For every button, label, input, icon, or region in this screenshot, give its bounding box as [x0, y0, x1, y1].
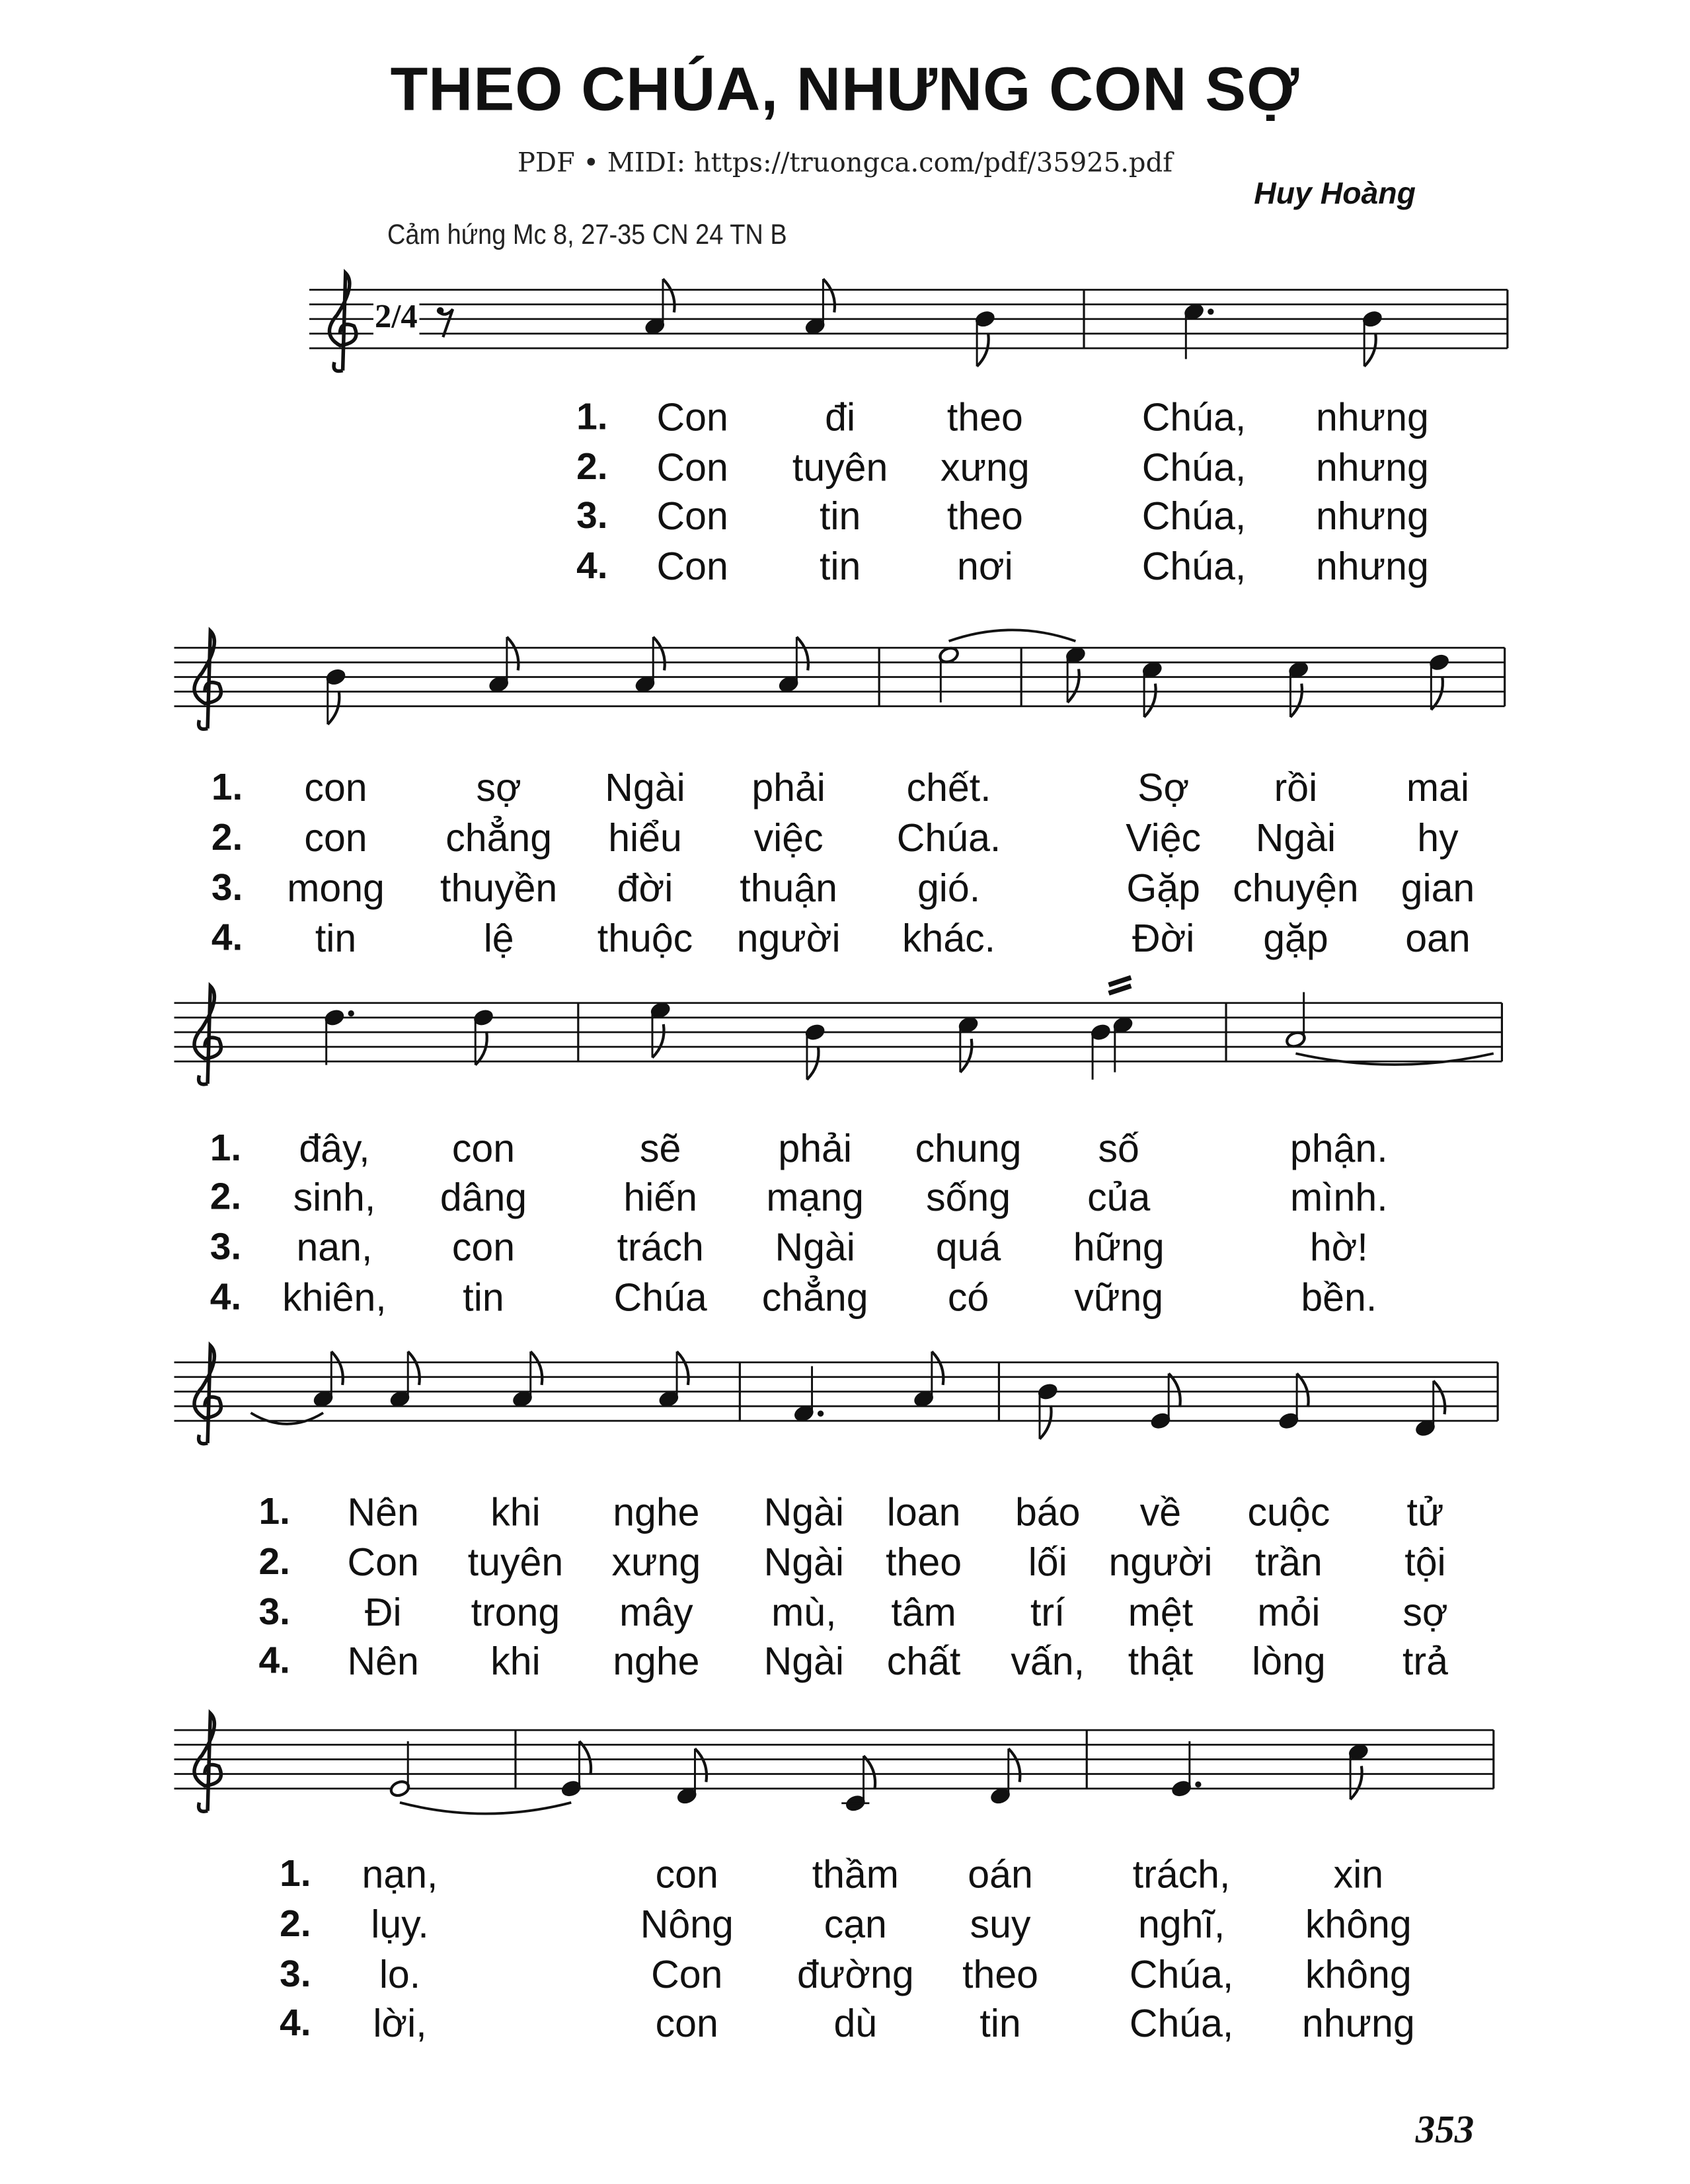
eighth-note	[1287, 660, 1309, 717]
lyric-syllable: xưng	[941, 445, 1030, 489]
lyric-syllable: tin	[315, 917, 357, 960]
lyric-syllable: khi	[490, 1490, 541, 1534]
lyric-syllable: không	[1305, 1953, 1412, 1996]
staff-system-5	[0, 1661, 1690, 1883]
eighth-note	[676, 1749, 707, 1805]
lyric-syllable: con	[655, 1852, 718, 1896]
tie	[400, 1803, 571, 1814]
lyric-syllable: theo	[946, 494, 1023, 538]
verse-number: 1.	[258, 1490, 291, 1532]
lyric-syllable: chuyện	[1233, 866, 1359, 910]
lyric-syllable: hờ!	[1309, 1226, 1368, 1269]
verse-number: 3.	[210, 1226, 242, 1268]
verse-number: 2.	[280, 1902, 311, 1945]
lyric-syllable: lời,	[373, 2002, 427, 2045]
lyric-syllable: lối	[1028, 1540, 1067, 1584]
lyric-syllable: việc	[753, 816, 824, 860]
lyric-syllable: Đời	[1132, 917, 1195, 960]
treble-clef-icon	[194, 1345, 221, 1443]
lyric-syllable: trần	[1255, 1540, 1323, 1584]
lyric-syllable: gian	[1401, 866, 1475, 910]
dotted-quarter-note	[1183, 303, 1213, 359]
eighth-note	[313, 1351, 343, 1408]
lyric-syllable: dâng	[440, 1176, 527, 1219]
treble-clef-icon	[194, 986, 221, 1084]
lyric-syllable: oan	[1405, 917, 1471, 960]
lyric-syllable: thuộc	[597, 917, 693, 960]
eighth-note	[1428, 653, 1450, 710]
lyric-syllable: thật	[1128, 1639, 1194, 1683]
lyric-syllable: sợ	[476, 766, 521, 810]
eighth-rest-icon	[437, 307, 453, 337]
lyric-syllable: tin	[819, 545, 861, 588]
lyric-syllable: xin	[1333, 1852, 1384, 1896]
lyric-syllable: nơi	[957, 545, 1013, 588]
eighth-note	[488, 637, 518, 694]
eighth-note	[1141, 660, 1163, 717]
verse-number: 4.	[576, 545, 608, 587]
lyric-syllable: Việc	[1126, 816, 1202, 860]
source-link[interactable]: PDF • MIDI: https://truongca.com/pdf/35925.pdf	[517, 147, 1173, 178]
eighth-note	[1037, 1382, 1059, 1439]
lyric-syllable: mạng	[766, 1176, 864, 1219]
verse-number: 4.	[211, 917, 243, 959]
lyric-syllable: Chúa,	[1129, 1953, 1234, 1996]
page-number: 353	[1415, 2109, 1475, 2152]
verse-number: 1.	[211, 766, 243, 808]
lyric-syllable: Chúa.	[896, 816, 1001, 860]
lyric-syllable: báo	[1015, 1490, 1081, 1534]
lyric-syllable: Ngài	[605, 766, 685, 810]
lyric-syllable: sinh,	[293, 1176, 376, 1219]
lyric-syllable: theo	[962, 1953, 1038, 1996]
eighth-note	[841, 1756, 875, 1813]
lyric-syllable: nhưng	[1315, 545, 1429, 588]
lyric-syllable: Ngài	[1255, 816, 1336, 860]
lyric-syllable: nạn,	[362, 1852, 438, 1896]
lyric-syllable: chẳng	[761, 1275, 868, 1320]
verse-number: 4.	[280, 2002, 311, 2044]
verse-number: 3.	[576, 494, 608, 537]
eighth-note	[389, 1351, 420, 1408]
lyric-syllable: mai	[1406, 766, 1470, 810]
verse-number: 1.	[210, 1127, 242, 1169]
lyric-syllable: tội	[1404, 1540, 1446, 1584]
treble-clef-icon	[194, 1713, 221, 1811]
lyric-syllable: đời	[617, 866, 673, 910]
lyric-syllable: Con	[656, 545, 728, 588]
eighth-note	[644, 279, 674, 336]
song-title: THEO CHÚA, NHƯNG CON SỢ	[390, 56, 1300, 124]
verse-number: 4.	[210, 1275, 242, 1318]
lyric-syllable: mây	[619, 1591, 693, 1634]
half-note	[938, 646, 960, 702]
lyric-syllable: thầm	[812, 1852, 899, 1896]
dotted-quarter-note	[793, 1366, 824, 1423]
sixteenth-note	[1090, 1023, 1112, 1080]
lyric-syllable: tuyên	[792, 445, 888, 489]
lyric-syllable: Con	[656, 395, 728, 439]
lyric-syllable: khi	[490, 1639, 541, 1683]
lyric-syllable: tuyên	[467, 1540, 564, 1584]
lyric-syllable: Sợ	[1137, 766, 1190, 810]
lyric-syllable: khác.	[902, 917, 996, 960]
time-signature: 2/4	[373, 298, 419, 337]
lyric-syllable: lòng	[1252, 1639, 1326, 1683]
lyric-syllable: vững	[1074, 1275, 1164, 1320]
lyric-syllable: hy	[1417, 816, 1459, 860]
verse-number: 2.	[576, 445, 608, 488]
sixteenth-note	[1112, 1016, 1134, 1073]
verse-number: 2.	[210, 1176, 242, 1218]
lyric-syllable: nhưng	[1315, 395, 1429, 439]
eighth-note	[778, 637, 808, 694]
eighth-note	[989, 1749, 1020, 1805]
lyric-syllable: Con	[656, 494, 728, 538]
treble-clef-icon	[329, 273, 356, 371]
lyric-syllable: Chúa,	[1129, 2002, 1234, 2045]
lyric-syllable: con	[304, 766, 367, 810]
lyric-syllable: Ngài	[763, 1540, 845, 1584]
lyric-syllable: tin	[979, 2002, 1021, 2045]
lyric-syllable: đường	[796, 1953, 914, 1996]
lyric-syllable: phận.	[1289, 1127, 1388, 1170]
lyric-syllable: Chúa,	[1141, 545, 1247, 588]
lyric-syllable: Ngài	[763, 1639, 845, 1683]
lyric-syllable: nghe	[613, 1639, 700, 1683]
lyric-syllable: loan	[886, 1490, 961, 1534]
eighth-note	[804, 1023, 826, 1080]
lyric-syllable: bền.	[1301, 1275, 1377, 1320]
lyric-syllable: khiên,	[282, 1275, 387, 1320]
lyric-syllable: trách	[617, 1226, 704, 1269]
lyric-syllable: con	[451, 1226, 516, 1269]
eighth-note	[650, 1001, 672, 1058]
lyric-syllable: Con	[347, 1540, 419, 1584]
eighth-note	[958, 1016, 979, 1073]
lyric-syllable: nhưng	[1315, 494, 1429, 538]
lyric-syllable: vấn,	[1011, 1639, 1085, 1683]
lyric-syllable: cạn	[824, 1902, 887, 1946]
verse-number: 3.	[258, 1591, 291, 1633]
verse-number: 4.	[258, 1639, 291, 1682]
lyric-syllable: gặp	[1263, 917, 1328, 960]
eighth-note	[804, 279, 835, 336]
lyric-syllable: quá	[935, 1226, 1001, 1269]
lyric-syllable: Nên	[347, 1490, 419, 1534]
scripture-reference: Cảm hứng Mc 8, 27-35 CN 24 TN B	[387, 220, 787, 251]
lyric-syllable: nan,	[296, 1226, 373, 1269]
eighth-note	[1065, 646, 1087, 702]
tie	[1295, 1053, 1493, 1065]
lyric-syllable: oán	[968, 1852, 1033, 1896]
lyric-syllable: sợ	[1402, 1591, 1448, 1634]
treble-clef-icon	[194, 631, 221, 729]
lyric-syllable: mù,	[771, 1591, 837, 1634]
lyric-syllable: của	[1087, 1176, 1151, 1219]
lyric-syllable: dù	[833, 2002, 878, 2045]
lyric-syllable: Đi	[364, 1591, 402, 1634]
lyric-syllable: Ngài	[775, 1226, 855, 1269]
staff-system-4	[0, 1293, 1690, 1515]
lyric-syllable: phải	[778, 1127, 852, 1170]
lyric-syllable: chung	[915, 1127, 1022, 1170]
beam	[1109, 977, 1132, 993]
eighth-note	[1362, 310, 1383, 367]
lyric-syllable: về	[1139, 1490, 1182, 1534]
lyric-syllable: có	[947, 1275, 989, 1320]
eighth-note	[1348, 1743, 1369, 1799]
eighth-note	[658, 1351, 689, 1408]
lyric-syllable: nghĩ,	[1137, 1902, 1225, 1946]
lyric-syllable: hiến	[623, 1176, 697, 1219]
lyric-syllable: tin	[463, 1275, 504, 1320]
tie	[250, 1413, 323, 1424]
lyric-syllable: Ngài	[763, 1490, 845, 1534]
lyric-syllable: con	[304, 816, 367, 860]
lyric-syllable: người	[1108, 1540, 1213, 1584]
lyric-syllable: số	[1098, 1127, 1139, 1170]
staff-system-3	[0, 933, 1690, 1156]
lyric-syllable: xưng	[611, 1540, 701, 1584]
lyric-syllable: rồi	[1274, 766, 1318, 810]
lyric-syllable: Nông	[640, 1902, 734, 1946]
lyric-syllable: chẳng	[445, 816, 553, 860]
lyric-syllable: trả	[1402, 1639, 1448, 1683]
lyric-syllable: tử	[1406, 1490, 1444, 1534]
composer: Huy Hoàng	[1254, 175, 1416, 211]
lyric-syllable: người	[736, 917, 841, 960]
lyric-syllable: thuận	[740, 866, 837, 910]
lyric-syllable: mỏi	[1257, 1591, 1321, 1634]
eighth-note	[913, 1351, 943, 1408]
lyric-syllable: trong	[471, 1591, 560, 1634]
verse-number: 3.	[280, 1953, 311, 1995]
lyric-syllable: nhưng	[1315, 445, 1429, 489]
eighth-note	[473, 1008, 494, 1065]
half-note	[1285, 992, 1307, 1049]
lyric-syllable: tâm	[891, 1591, 956, 1634]
lyric-syllable: chất	[886, 1639, 961, 1683]
lyric-syllable: Gặp	[1126, 866, 1200, 910]
eighth-note	[974, 310, 996, 367]
lyric-syllable: sống	[926, 1176, 1011, 1219]
verse-number: 2.	[258, 1540, 291, 1583]
lyric-syllable: trí	[1030, 1591, 1065, 1634]
verse-number: 1.	[280, 1852, 311, 1895]
lyric-syllable: cuộc	[1247, 1490, 1330, 1534]
lyric-syllable: hiểu	[608, 816, 682, 860]
lyric-syllable: đi	[825, 395, 856, 439]
verse-number: 2.	[211, 816, 243, 858]
lyric-syllable: chết.	[906, 766, 991, 810]
lyric-syllable: không	[1305, 1902, 1412, 1946]
lyric-syllable: mệt	[1128, 1591, 1194, 1634]
lyric-syllable: gió.	[917, 866, 981, 910]
lyric-syllable: phải	[751, 766, 826, 810]
lyric-syllable: sẽ	[640, 1127, 681, 1170]
lyric-syllable: Chúa,	[1141, 494, 1247, 538]
lyric-syllable: lệ	[483, 917, 514, 960]
lyric-syllable: con	[655, 2002, 718, 2045]
lyric-syllable: trách,	[1132, 1852, 1231, 1896]
lyric-syllable: lụy.	[371, 1902, 429, 1946]
lyric-syllable: Chúa,	[1141, 445, 1247, 489]
lyric-syllable: thuyền	[440, 866, 558, 910]
eighth-note	[634, 637, 665, 694]
lyric-syllable: theo	[886, 1540, 962, 1584]
lyric-syllable: mình.	[1289, 1176, 1388, 1219]
lyric-syllable: theo	[946, 395, 1023, 439]
lyric-syllable: Chúa,	[1141, 395, 1247, 439]
lyric-syllable: đây,	[299, 1127, 370, 1170]
eighth-note	[512, 1351, 542, 1408]
lyric-syllable: Chúa	[613, 1275, 707, 1320]
lyric-syllable: nghe	[613, 1490, 700, 1534]
half-note	[389, 1741, 411, 1798]
lyric-syllable: lo.	[379, 1953, 421, 1996]
lyric-syllable: nhưng	[1301, 2002, 1415, 2045]
tie	[949, 630, 1076, 641]
lyric-syllable: hững	[1073, 1226, 1165, 1269]
verse-number: 1.	[576, 395, 608, 437]
eighth-note	[1414, 1381, 1445, 1438]
lyric-syllable: Con	[651, 1953, 723, 1996]
lyric-syllable: Con	[656, 445, 728, 489]
lyric-syllable: con	[451, 1127, 516, 1170]
lyric-syllable: suy	[970, 1902, 1031, 1946]
verse-number: 3.	[211, 866, 243, 909]
eighth-note	[325, 667, 347, 724]
lyric-syllable: Nên	[347, 1639, 419, 1683]
lyric-syllable: tin	[819, 494, 861, 538]
lyric-syllable: mong	[287, 866, 385, 910]
